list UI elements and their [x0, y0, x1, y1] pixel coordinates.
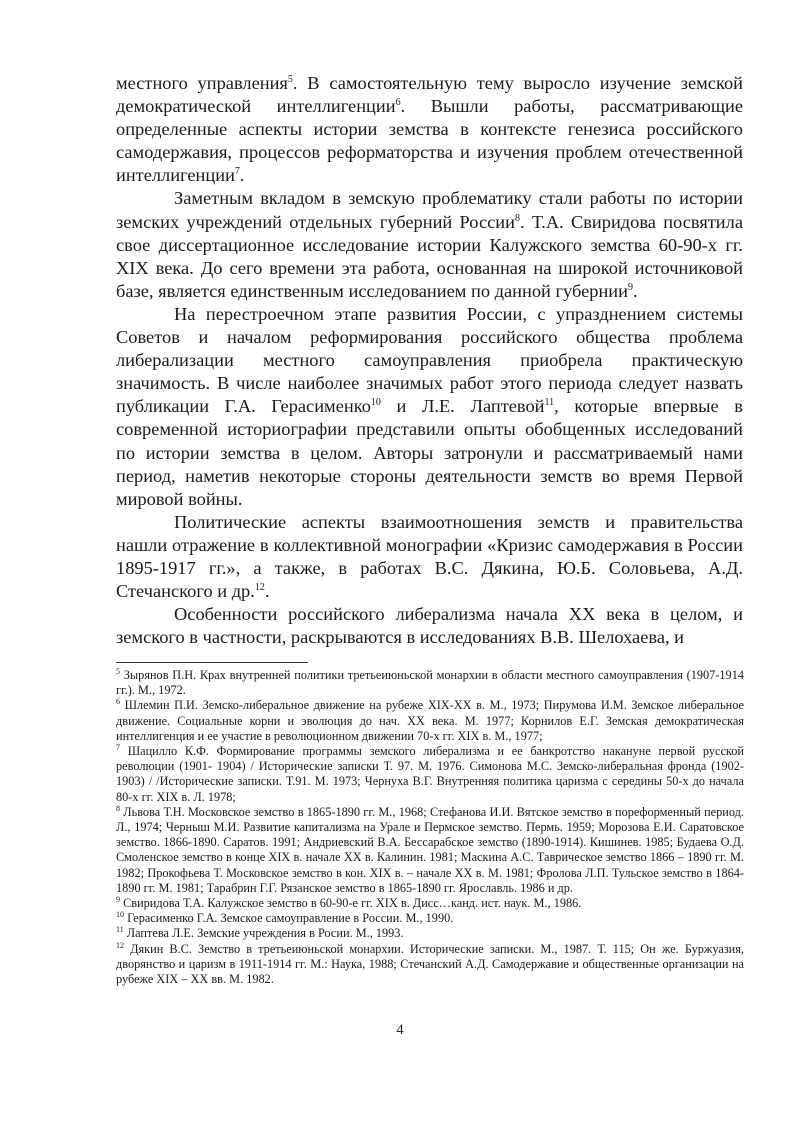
footnote-number: 12 [116, 940, 124, 950]
paragraph-text: . [632, 280, 638, 301]
footnote-number: 6 [116, 697, 120, 707]
paragraph-text: и Л.Е. Лаптевой [380, 396, 545, 417]
footnote-text: Дякин В.С. Земство в третьеиюньской монархии. Исторические записки. М., 1987. Т. 115; Он же. Буржуазия, дворянство и царизм в 1911-1914 гг. М.: Наука, 1988; Стечанский А.Д. Самодержавие и общественные организации на рубеже XIX – XX вв. М. 1982. [116, 941, 744, 987]
paragraph-1 [116, 72, 743, 187]
footnote-ref[interactable]: 8 [514, 212, 520, 224]
paragraph-text: местного управления [116, 73, 288, 93]
footnote-text: Львова Т.Н. Московское земство в 1865-1890 гг. М., 1968; Стефанова И.И. Вятское земство в пореформенный период. Л., 1974; Черныш М.И. Развитие капитализма на Урале и Пермское земство. Пермь. 1959; Морозова Е.И. Саратовское земство. 1866-1890. Саратов. 1991; Андриевский В.А. Бессарабское земство (1890-1914). Кишинев. 1985; Будаева О.Д. Смоленское земство в конце XIX в. начале XX в. Калинин. 1981; Маскина А.С. Таврическое земство 1866 – 1890 гг. М. 1982; Прокофьева Т. Московское земство в кон. XIX в. – начале XX в. М. 1981; Фролова Л.П. Тульское земство в 1864-1890 гг. М. 1981; Тарабрин Г.Г. Рязанское земство в 1865-1890 гг. Ярославль. 1986 и др. [116, 804, 744, 895]
footnote-ref[interactable]: 11 [544, 397, 555, 409]
paragraph-text: Особенности российского либерализма начала XX века в целом, и земского в частности, раскрываются в исследованиях В.В. Шелохаева, и [116, 604, 743, 648]
footnote-12 [116, 942, 744, 988]
footnote-7 [116, 744, 744, 805]
footnote-ref[interactable]: 10 [370, 397, 381, 409]
footnote-text: Шлемин П.И. Земско-либеральное движение на рубеже XIX-XX в. М., 1973; Пирумова И.М. Земское либеральное движение. Социальные корни и эволюция до нач. XX века. М. 1977; Корнилов Е.Г. Земская демократическая интеллигенция и ее участие в революционном движении 70-х гг. XIX в. М., 1977; [116, 698, 744, 743]
paragraph-text: На перестроечном этапе развития России, с упразднением системы Советов и началом реформирования российского общества проблема либерализации местного самоуправления приобрела практическую значимость. В числе наиболее значимых работ этого периода следует назвать публикации Г.А. Герасименко [116, 303, 743, 417]
footnote-number: 11 [116, 925, 124, 935]
footnote-text: Зырянов П.Н. Крах внутренней политики третьеиюньской монархии в области местного самоуправления (1907-1914 гг.). М., 1972. [116, 668, 744, 698]
footnote-9 [116, 896, 744, 911]
footnote-ref[interactable]: 7 [234, 166, 240, 178]
page-number: 4 [396, 1022, 404, 1038]
paragraph-text: Заметным вкладом в земскую проблематику стали работы по истории земских учреждений отдельных губерний России [116, 188, 743, 232]
paragraph-2 [116, 187, 743, 302]
paragraph-text: . [239, 165, 245, 186]
paragraph-text: . В самостоятельную тему выросло изучение земской демократической интеллигенции [116, 73, 743, 117]
footnote-ref[interactable]: 6 [395, 96, 401, 108]
footnote-number: 7 [116, 742, 120, 752]
paragraph-5 [116, 603, 743, 649]
footnote-ref[interactable]: 12 [254, 581, 265, 593]
footnotes [116, 668, 744, 987]
paragraph-text: Политические аспекты взаимоотношения земств и правительства нашли отражение в коллективной монографии «Кризис самодержавия в России 1895-1917 гг.», а также, в работах В.С. Дякина, Ю.Б. Соловьева, А.Д. Стечанского и др. [116, 511, 743, 602]
footnote-8 [116, 805, 744, 896]
footnote-5 [116, 668, 744, 698]
footnote-text: Герасименко Г.А. Земское самоуправление в России. М., 1990. [124, 911, 454, 926]
paragraph-text: . [264, 581, 270, 602]
footnote-text: Свиридова Т.А. Калужское земство в 60-90-е гг. XIX в. Дисс…канд. ист. наук. М., 1986. [120, 896, 582, 911]
footnote-number: 5 [116, 666, 120, 676]
main-text [116, 72, 743, 649]
footnote-6 [116, 698, 744, 744]
paragraph-3 [116, 303, 743, 511]
footnote-separator [116, 662, 308, 663]
footnote-text: Лаптева Л.Е. Земские учреждения в Росии. М., 1993. [123, 926, 404, 941]
footnote-10 [116, 911, 744, 926]
paragraph-text: . Т.А. Свиридова посвятила свое диссертационное исследование истории Калужского земства 60-90-х гг. XIX века. До сего времени эта работа, основанная на широкой источниковой базе, является единственным исследованием по данной губернии [116, 211, 743, 301]
paragraph-text: . Вышли работы, рассматривающие определенные аспекты истории земства в контексте генезиса российского самодержавия, процессов реформаторства и изучения проблем отечественной интеллигенции [116, 96, 743, 186]
paragraph-text: , которые впервые в современной историографии представили опыты обобщенных исследований по истории земства в целом. Авторы затронули и рассматриваемый нами период, наметив некоторые стороны деятельности земств во время Первой мировой войны. [116, 396, 743, 509]
footnote-ref[interactable]: 5 [287, 73, 293, 85]
footnote-11 [116, 926, 744, 941]
footnote-number: 8 [116, 803, 120, 813]
footnote-ref[interactable]: 9 [627, 281, 633, 293]
footnote-number: 10 [116, 910, 124, 920]
footnote-number: 9 [116, 894, 120, 904]
footnote-text: Шацилло К.Ф. Формирование программы земского либерализма и ее банкротство накануне первой русской революции (1901- 1904) / Исторические записки Т. 97. М. 1976. Симонова М.С. Земско-либеральная фронда (1902-1903) / /Исторические записки. Т.91. М. 1973; Чернуха В.Г. Внутренняя политика царизма с середины 50-х до начала 80-х гг. XIX в. Л. 1978; [116, 744, 744, 804]
paragraph-4 [116, 511, 743, 603]
